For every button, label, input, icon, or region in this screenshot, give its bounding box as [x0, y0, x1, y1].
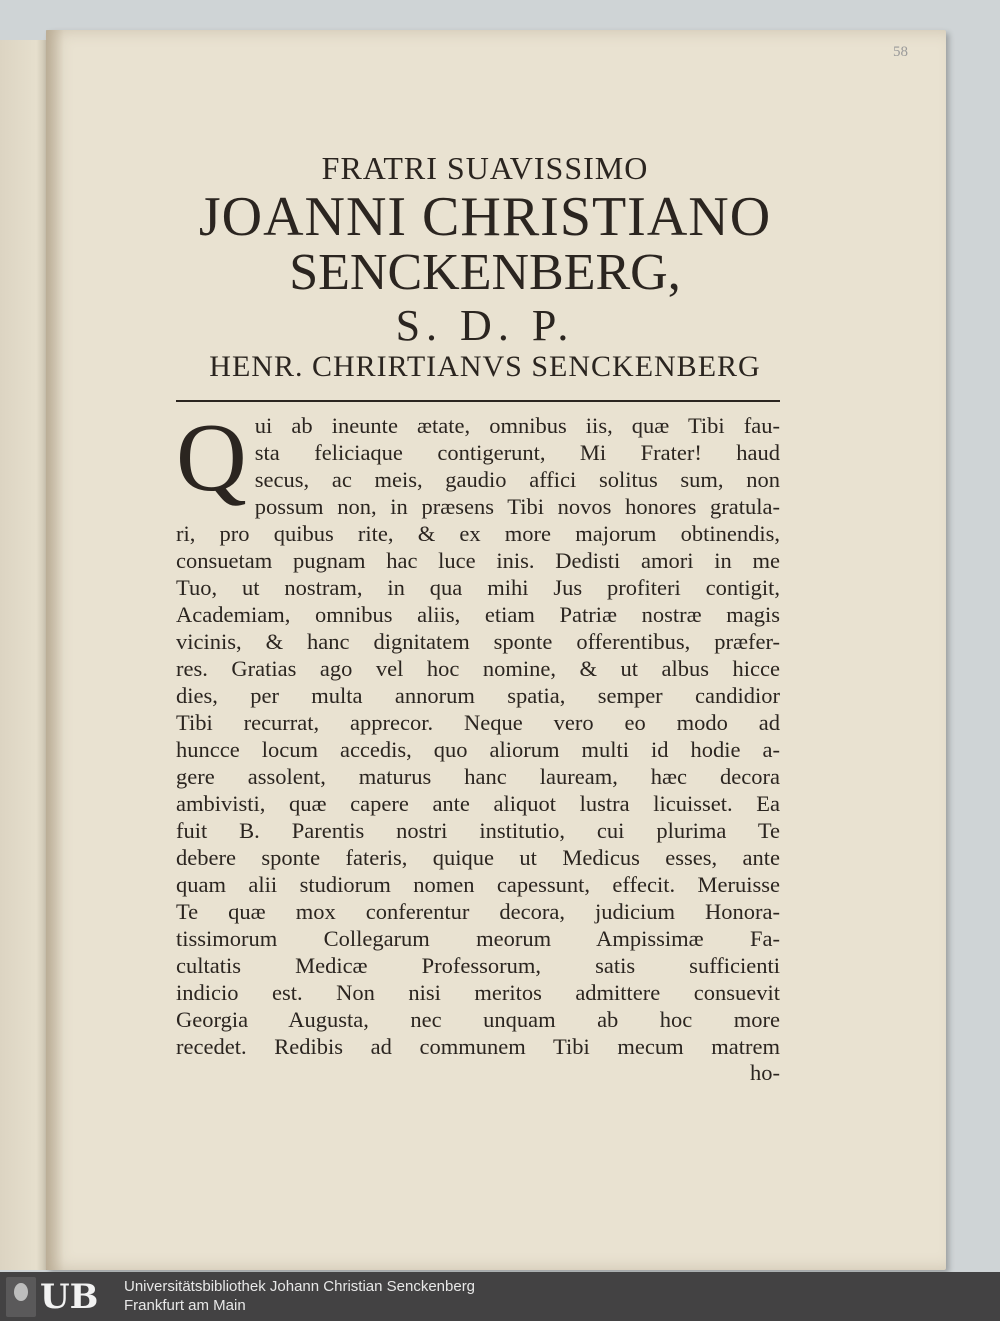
library-city: Frankfurt am Main	[124, 1297, 246, 1314]
title-line-3: SENCKENBERG,	[289, 244, 681, 301]
text-line: cultatis Medicæ Professorum, satis sufficienti	[176, 953, 780, 978]
text-line: ui ab ineunte ætate, omnibus iis, quæ Tibi fau-	[254, 413, 780, 438]
text-line: secus, ac meis, gaudio affici solitus sum, non	[254, 467, 780, 492]
text-line: ri, pro quibus rite, & ex more majorum obtinendis,	[176, 521, 780, 546]
text-line: gere assolent, maturus hanc lauream, hæc decora	[176, 764, 780, 789]
title-line-2: JOANNI CHRISTIANO	[198, 186, 772, 248]
text-line: Georgia Augusta, nec unquam ab hoc more	[176, 1007, 780, 1032]
text-line: res. Gratias ago vel hoc nomine, & ut albus hicce	[176, 656, 780, 681]
text-line: dies, per multa annorum spatia, semper candidior	[176, 683, 780, 708]
drop-cap: Q	[176, 404, 247, 512]
catchword: ho-	[750, 1060, 780, 1085]
author-line: HENR. CHRIRTIANVS SENCKENBERG	[209, 350, 761, 383]
text-line: huncce locum accedis, quo aliorum multi id hodie a-	[176, 737, 780, 762]
text-line: debere sponte fateris, quique ut Medicus esses, ante	[176, 845, 780, 870]
title-line-1: FRATRI SUAVISSIMO	[321, 150, 649, 186]
text-line: tissimorum Collegarum meorum Ampissimæ Fa-	[176, 926, 780, 951]
text-line: sta feliciaque contigerunt, Mi Frater! haud	[254, 440, 780, 465]
text-line: indicio est. Non nisi meritos admittere consuevit	[176, 980, 780, 1005]
text-line: recedet. Redibis ad communem Tibi mecum matrem	[176, 1034, 780, 1059]
text-line: ambivisti, quæ capere ante aliquot lustra licuisset. Ea	[176, 791, 780, 816]
title-divider	[176, 400, 780, 402]
text-line: consuetam pugnam hac luce inis. Dedisti amori in me	[176, 548, 780, 573]
library-footer	[0, 1272, 1000, 1321]
portrait-icon	[6, 1277, 36, 1317]
text-line: quam alii studiorum nomen capessunt, effecit. Meruisse	[176, 872, 780, 897]
library-name: Universitätsbibliothek Johann Christian Senckenberg	[124, 1278, 476, 1295]
body-text	[176, 404, 780, 1060]
text-line: Academiam, omnibus aliis, etiam Patriæ nostræ magis	[176, 602, 780, 627]
text-line: fuit B. Parentis nostri institutio, cui plurima Te	[176, 818, 780, 843]
text-line: vicinis, & hanc dignitatem sponte offerentibus, præfer-	[176, 629, 780, 654]
text-line: Te quæ mox conferentur decora, judicium Honora-	[176, 899, 780, 924]
logo-text: UB	[40, 1276, 99, 1317]
text-line: Tuo, ut nostram, in qua mihi Jus profiteri contigit,	[176, 575, 780, 600]
facing-page-edge	[0, 40, 52, 1270]
text-line: Tibi recurrat, apprecor. Neque vero eo modo ad	[176, 710, 780, 735]
library-logo[interactable]	[6, 1276, 116, 1317]
title-line-4: S. D. P.	[395, 301, 575, 350]
text-line: possum non, in præsens Tibi novos honores gratula-	[254, 494, 780, 519]
folio-number: 58	[893, 44, 908, 60]
gutter-shadow	[46, 30, 64, 1270]
